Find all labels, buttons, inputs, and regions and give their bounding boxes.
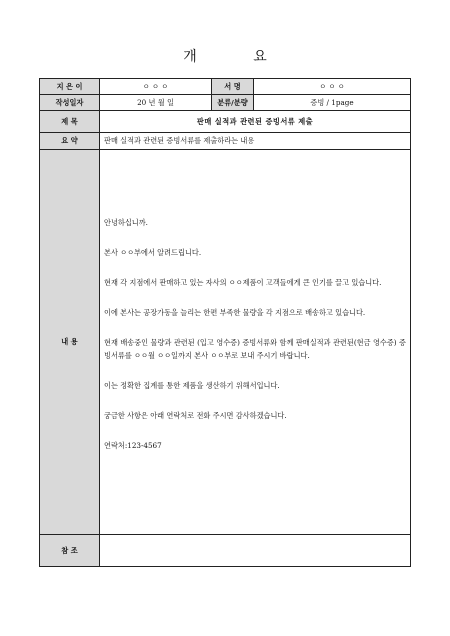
content-paragraph: 현재 각 지점에서 판매하고 있는 자사의 ㅇㅇ제품이 고객들에게 큰 인기를 끌고 있습니다. xyxy=(104,277,382,287)
category-value: 증빙 / 1page xyxy=(254,95,411,111)
content-label: 내 용 xyxy=(40,150,100,535)
content-paragraph: 궁금한 사항은 아래 연락처로 전화 주시면 감사하겠습니다. xyxy=(104,410,287,420)
content-paragraph: 안녕하십니까. xyxy=(104,217,148,227)
content-paragraph: 본사 ㅇㅇ부에서 알려드립니다. xyxy=(104,247,202,257)
author-value: ㅇ ㅇ ㅇ xyxy=(100,79,212,95)
content-paragraph: 이에 본사는 공장가동을 늘리는 한편 부족한 물량을 각 지점으로 배송하고 있습니다. xyxy=(104,307,366,317)
category-label: 분류/분량 xyxy=(212,95,254,111)
date-row xyxy=(40,95,411,111)
content-contact: 연락처:123-4567 xyxy=(104,440,162,450)
content-body xyxy=(100,150,411,535)
content-row xyxy=(40,150,411,535)
date-value: 20 년 월 일 xyxy=(100,95,212,111)
subject-value: 판매 실적과 관련된 증빙서류 제출 xyxy=(100,111,411,133)
content-paragraph: 이는 정확한 집계를 통한 제품을 생산하기 위해서입니다. xyxy=(104,380,280,390)
summary-row xyxy=(40,133,411,150)
document-title: 개 요 xyxy=(183,49,293,65)
summary-form-table xyxy=(39,78,411,567)
reference-row xyxy=(40,535,411,567)
subject-label: 제 목 xyxy=(40,111,100,133)
summary-label: 요 약 xyxy=(40,133,100,150)
author-row xyxy=(40,79,411,95)
summary-value: 판매 실적과 관련된 증빙서류를 제출하라는 내용 xyxy=(100,133,411,150)
sign-label: 서 명 xyxy=(212,79,254,95)
date-label: 작성일자 xyxy=(40,95,100,111)
sign-value: ㅇ ㅇ ㅇ xyxy=(254,79,411,95)
reference-label: 참 조 xyxy=(40,535,100,567)
subject-row xyxy=(40,111,411,133)
content-paragraph: 현재 배송중인 물량과 관련된 (입고 영수증) 증빙서류와 함께 판매실적과 관련된(현금 영수증) 증빙서류를 ㅇㅇ월 ㅇㅇ일까지 본사 ㅇㅇ부로 보내 주시기 바랍니다. xyxy=(104,337,406,360)
reference-value xyxy=(100,535,411,567)
author-label: 지 은 이 xyxy=(40,79,100,95)
